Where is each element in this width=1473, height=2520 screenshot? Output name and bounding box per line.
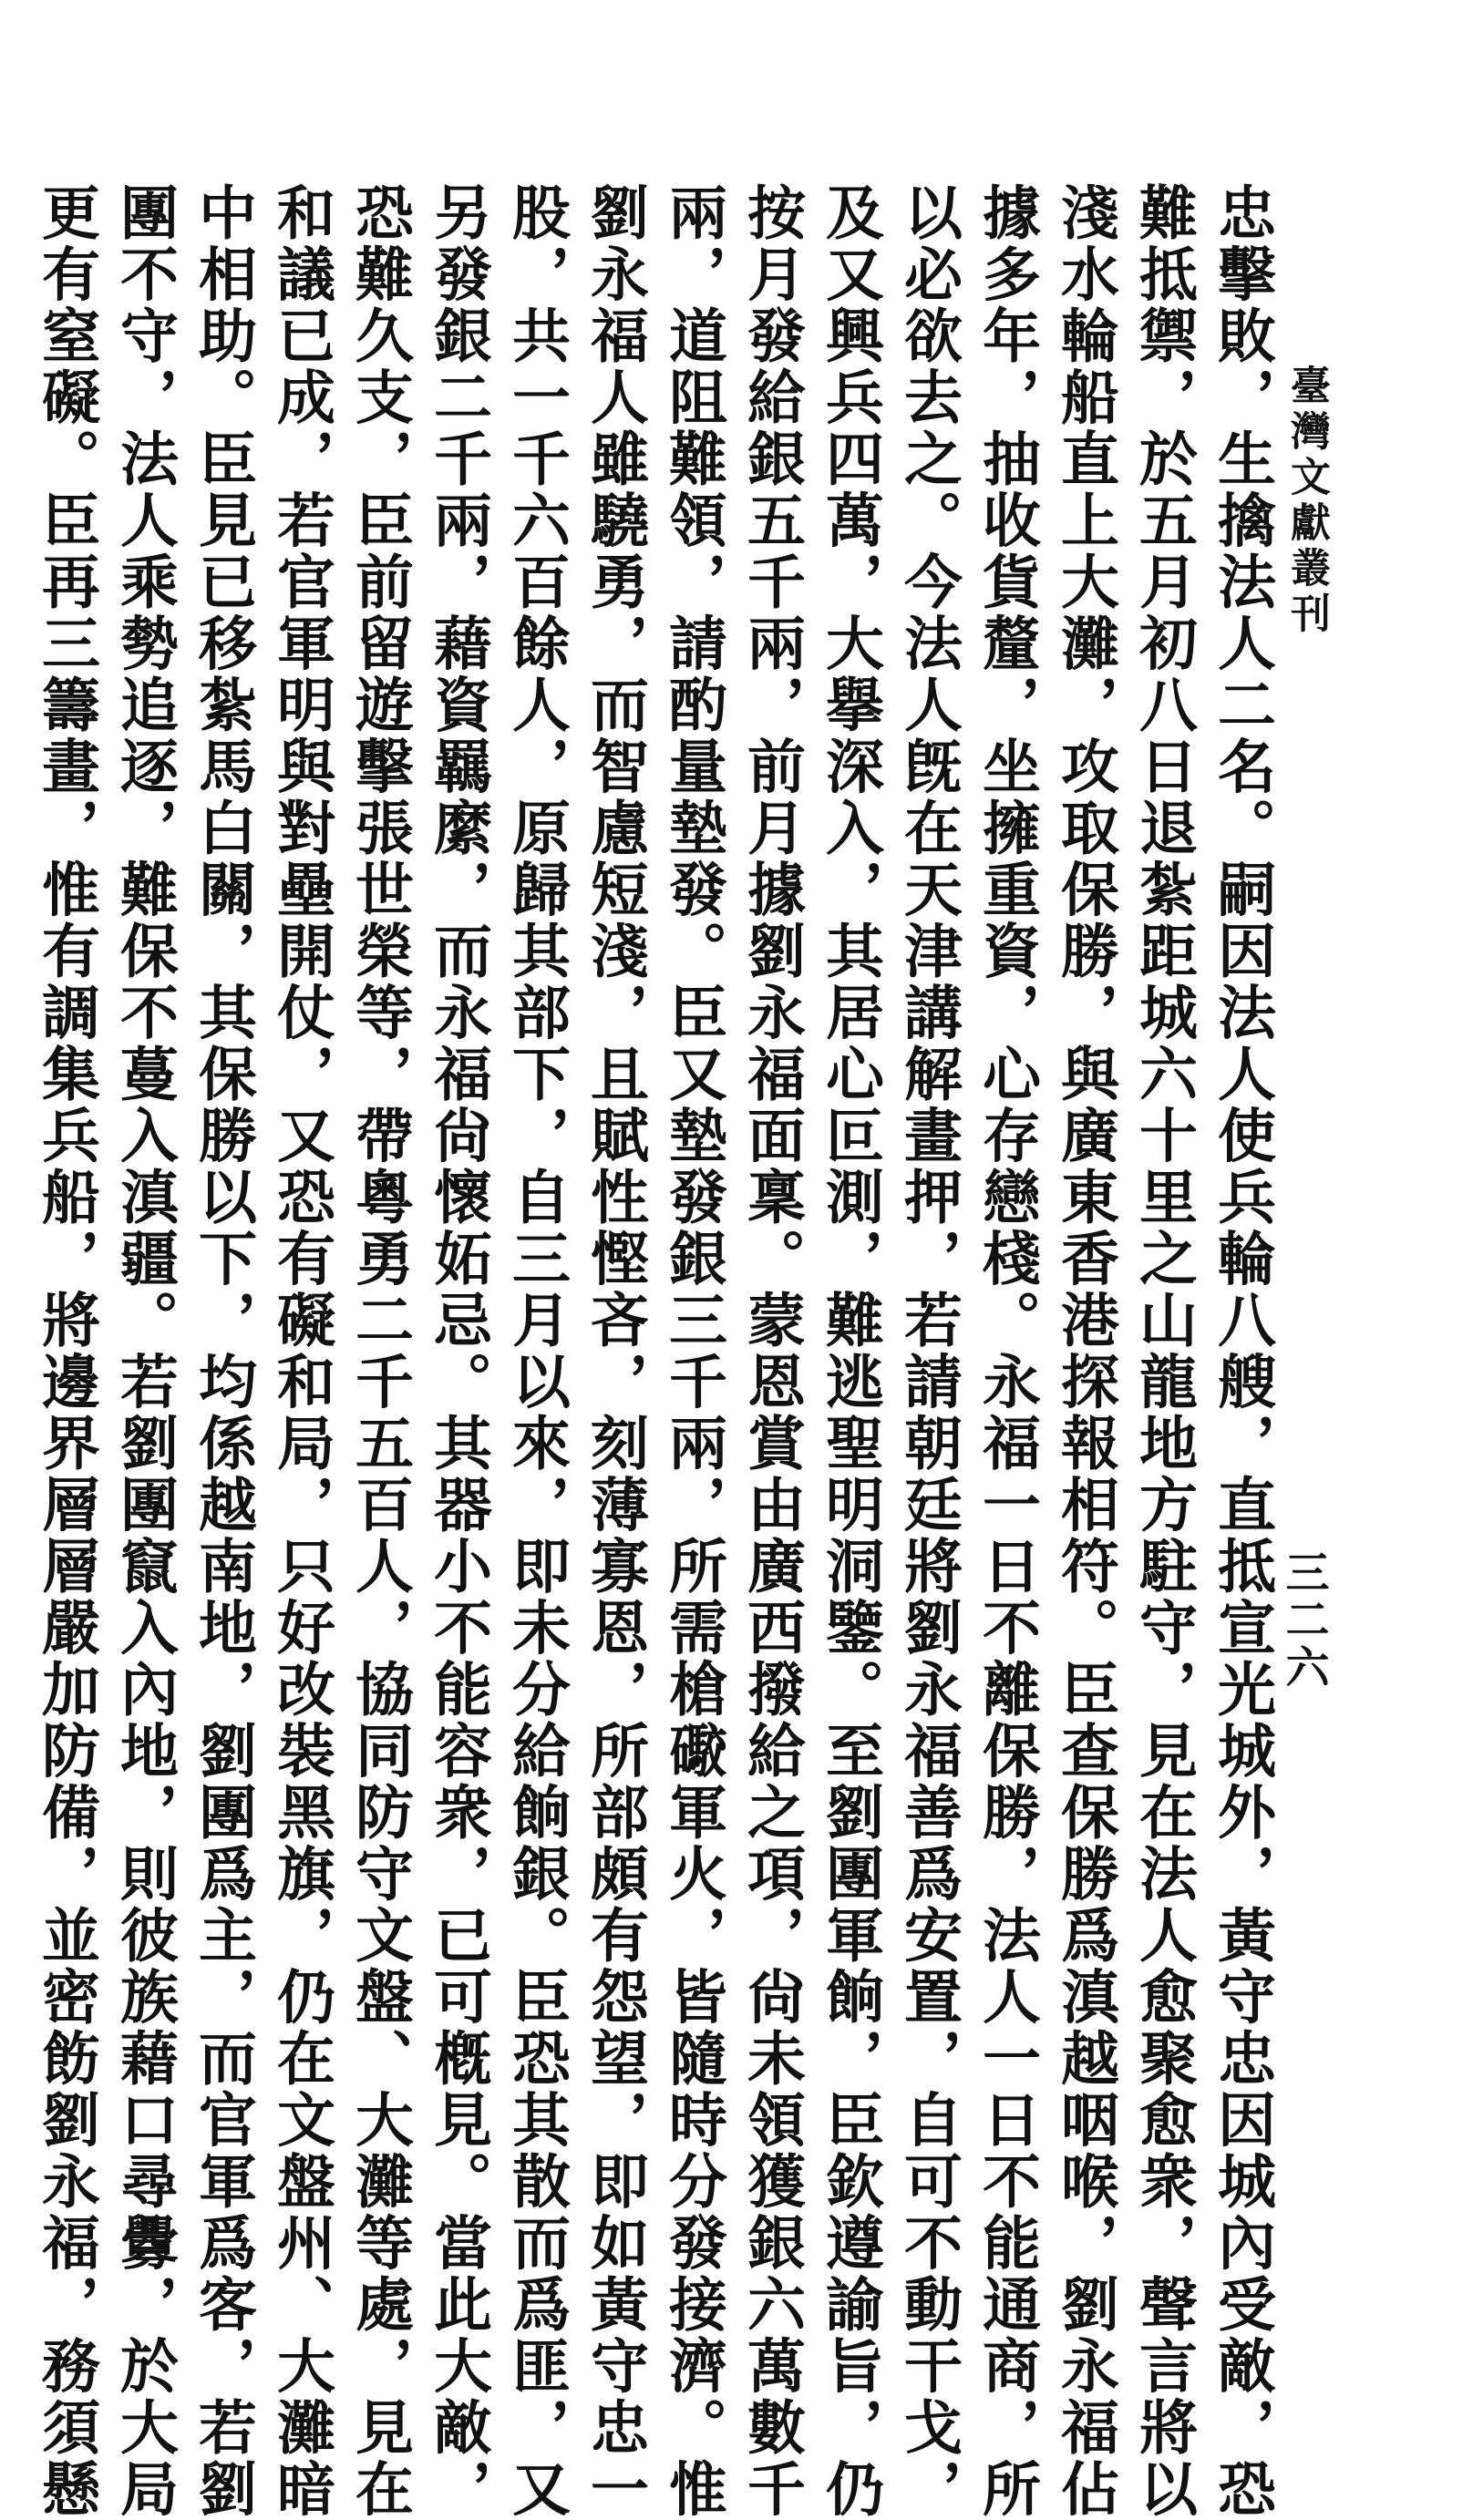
page-number: 三二六 xyxy=(1278,1549,1329,1692)
text-column: 據多年，抽收貨釐，坐擁重資，心存戀棧。永福一日不離保勝，法人一日不能通商，所 xyxy=(973,182,1041,2520)
text-column: 及又興兵四萬，大擧深入，其居心叵測，難逃聖明洞鑒。至劉團軍餉，臣欽遵諭旨，仍 xyxy=(816,182,884,2520)
text-column: 和議已成，若官軍明與對壘開仗，又恐有礙和局，只好改裝黑旗，仍在文盤州、大灘暗 xyxy=(267,182,335,2520)
text-column: 另發銀二千兩，藉資羈縻，而永福尙懷妬忌。其器小不能容衆，已可槪見。當此大敵， xyxy=(424,182,492,2520)
text-column: 恐難久支，臣前留遊擊張世榮等，帶粵勇二千五百人，協同防守文盤、大灘等處，見在 xyxy=(345,182,414,2520)
text-column: 劉永福人雖驍勇，而智慮短淺，且賦性慳吝，刻薄寡恩，所部頗有怨望，即如黃守忠一 xyxy=(581,182,649,2520)
body-text xyxy=(32,182,1281,2520)
text-column: 更有窒礙。臣再三籌畫，惟有調集兵船，將邊界層層嚴加防備，並密飭劉永福，務須懸 xyxy=(32,182,100,2520)
text-column: 淺水輪船直上大灘，攻取保勝，與廣東香港探報相符。臣查保勝爲滇越咽喉，劉永福佔 xyxy=(1051,182,1119,2520)
text-column: 忠擊敗，生擒法人二名。嗣因法人使兵輪八艘，直抵宣光城外，黃守忠因城內受敵，恐 xyxy=(1208,182,1276,2520)
text-column: 團不守，法人乘勢追逐，難保不蔓入滇疆。若劉團竄入內地，則彼族藉口尋釁，於大局 xyxy=(110,182,179,2520)
text-column: 難抵禦，於五月初八日退紮距城六十里之山龍地方駐守，見在法人愈聚愈衆，聲言將以 xyxy=(1129,182,1198,2520)
text-column: 股，共一千六百餘人，原歸其部下，自三月以來，即未分給餉銀。臣恐其散而爲匪，又 xyxy=(502,182,571,2520)
book-title-header: 臺灣文獻叢刊 xyxy=(1283,365,1330,638)
text-column: 兩，道阻難領，請酌量墊發。臣又墊發銀三千兩，所需槍礮軍火，皆隨時分發接濟。惟 xyxy=(659,182,727,2520)
text-column: 按月發給銀五千兩，前月據劉永福面稟。蒙恩賞由廣西撥給之項，尙未領獲銀六萬數千 xyxy=(737,182,806,2520)
text-column: 以必欲去之。今法人旣在天津講解畫押，若請朝廷將劉永福善爲安置，自可不動干戈， xyxy=(894,182,963,2520)
text-column: 中相助。臣見已移紮馬白關，其保勝以下，均係越南地，劉團爲主，而官軍爲客，若劉 xyxy=(189,182,257,2520)
